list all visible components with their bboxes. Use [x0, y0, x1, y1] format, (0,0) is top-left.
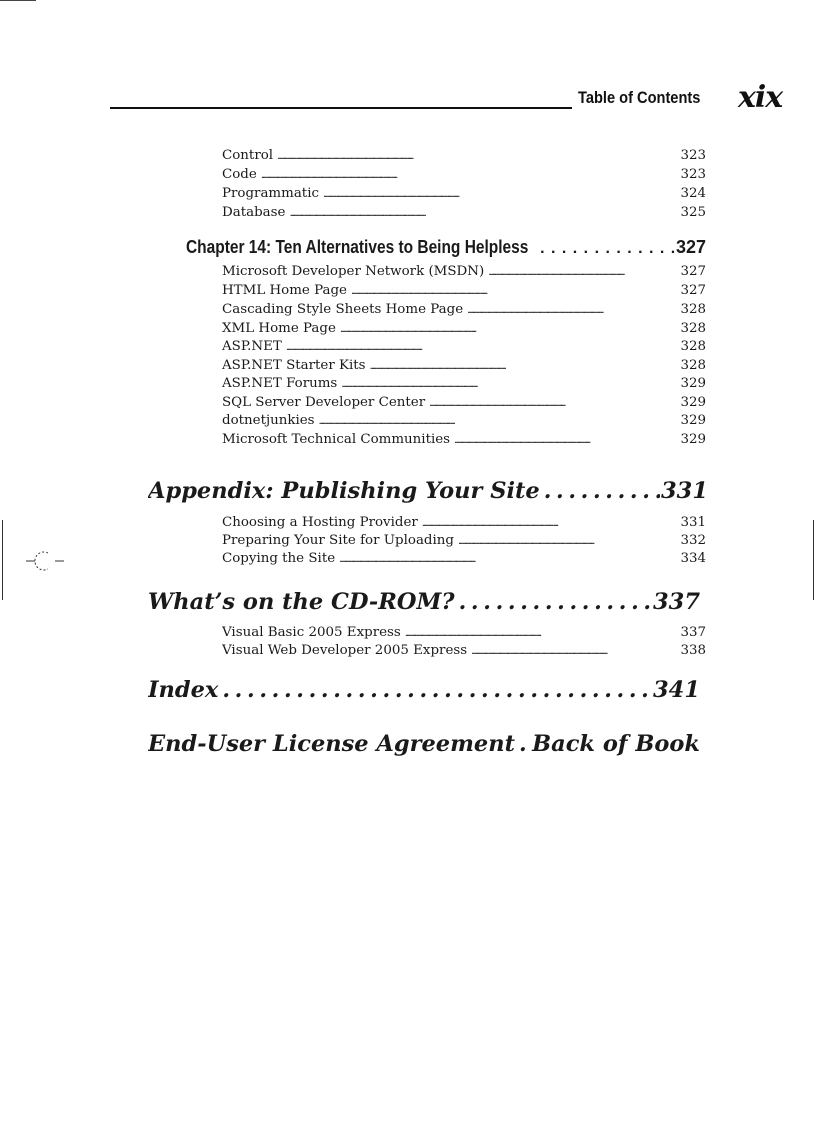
toc-entry-page: 332 — [680, 533, 706, 548]
dot-leader — [488, 264, 679, 279]
toc-entry[interactable] — [222, 395, 706, 414]
toc-entry[interactable] — [222, 302, 706, 321]
toc-entry-page: 325 — [680, 205, 706, 220]
toc-entry-label: Preparing Your Site for Uploading — [222, 533, 454, 548]
dot-leader — [277, 148, 679, 163]
toc-entry-label: Microsoft Developer Network (MSDN) — [222, 264, 485, 279]
chapter-heading[interactable] — [186, 237, 706, 259]
header-rule — [110, 107, 572, 109]
toc-entry-page: 334 — [680, 551, 706, 566]
toc-entry-label: Control — [222, 148, 274, 163]
toc-entry[interactable] — [222, 283, 706, 302]
dot-leader — [422, 515, 680, 530]
toc-entry[interactable] — [222, 339, 706, 358]
toc-entry-label: SQL Server Developer Center — [222, 395, 426, 410]
dot-leader — [319, 413, 680, 428]
toc-entry-page: 328 — [680, 358, 706, 373]
dot-leader — [471, 643, 679, 658]
toc-entry-page: 331 — [680, 515, 706, 530]
toc-entry[interactable] — [222, 148, 706, 167]
part-heading-appendix[interactable] — [148, 478, 708, 512]
toc-entry-page: 323 — [680, 148, 706, 163]
toc-entry-page: 329 — [680, 376, 706, 391]
toc-entry-label: ASP.NET Forums — [222, 376, 338, 391]
dot-leader — [458, 533, 679, 548]
part-heading-cdrom[interactable] — [148, 589, 700, 623]
toc-entry-label: ASP.NET Starter Kits — [222, 358, 366, 373]
toc-entry-page: 327 — [680, 283, 706, 298]
toc-entry[interactable] — [222, 533, 706, 552]
dot-leader — [341, 376, 679, 391]
part-title: What’s on the CD-ROM? — [148, 589, 455, 615]
toc-entry-label: Code — [222, 167, 257, 182]
toc-entry-page: 324 — [680, 186, 706, 201]
crop-mark-right — [813, 520, 814, 600]
toc-entry-page: 328 — [680, 302, 706, 317]
header-title: Table of Contents — [578, 88, 701, 107]
toc-entry-page: 337 — [680, 625, 706, 640]
toc-entry-label: Choosing a Hosting Provider — [222, 515, 418, 530]
dot-leader — [544, 478, 660, 504]
dot-leader — [323, 186, 679, 201]
toc-entry-page: 329 — [680, 432, 706, 447]
toc-entry-label: Microsoft Technical Communities — [222, 432, 451, 447]
dot-leader — [519, 731, 531, 757]
toc-entry-page: 329 — [680, 413, 706, 428]
toc-entry-label: Visual Basic 2005 Express — [222, 625, 401, 640]
toc-entry-label: dotnetjunkies — [222, 413, 315, 428]
toc-entry[interactable] — [222, 643, 706, 662]
part-page: 341 — [653, 677, 700, 703]
part-title: End-User License Agreement — [148, 731, 515, 757]
toc-entry[interactable] — [222, 625, 706, 644]
part-page: Back of Book — [532, 731, 700, 757]
toc-entry-label: Programmatic — [222, 186, 319, 201]
toc-entry[interactable] — [222, 186, 706, 205]
toc-entry[interactable] — [222, 515, 706, 534]
part-title: Appendix: Publishing Your Site — [148, 478, 540, 504]
toc-entry[interactable] — [222, 205, 706, 224]
chapter-page: 327 — [675, 237, 706, 257]
toc-entry-label: ASP.NET — [222, 339, 282, 354]
crop-mark-top — [0, 0, 36, 1]
dot-leader — [429, 395, 679, 410]
dot-leader — [222, 677, 652, 703]
part-heading-eula[interactable] — [148, 731, 700, 765]
toc-entry[interactable] — [222, 413, 706, 432]
registration-mark-icon — [26, 548, 64, 574]
crop-mark-left — [2, 520, 3, 600]
toc-entry-label: Visual Web Developer 2005 Express — [222, 643, 468, 658]
toc-entry-page: 338 — [680, 643, 706, 658]
toc-entry-page: 323 — [680, 167, 706, 182]
dot-leader — [540, 237, 675, 258]
toc-entry-label: HTML Home Page — [222, 283, 347, 298]
dot-leader — [454, 432, 679, 447]
part-title: Index — [148, 677, 219, 703]
dot-leader — [339, 551, 679, 566]
page-folio: xix — [738, 80, 783, 115]
dot-leader — [405, 625, 680, 640]
dot-leader — [370, 358, 680, 373]
part-page: 331 — [661, 478, 708, 504]
dot-leader — [340, 321, 680, 336]
dot-leader — [351, 283, 679, 298]
toc-entry-page: 327 — [680, 264, 706, 279]
toc-entry-page: 328 — [680, 321, 706, 336]
toc-entry[interactable] — [222, 167, 706, 186]
toc-entry[interactable] — [222, 264, 706, 283]
toc-entry[interactable] — [222, 551, 706, 570]
toc-entry-label: Copying the Site — [222, 551, 336, 566]
toc-entry-label: Cascading Style Sheets Home Page — [222, 302, 464, 317]
toc-entry[interactable] — [222, 321, 706, 340]
toc-entry[interactable] — [222, 432, 706, 451]
dot-leader — [467, 302, 679, 317]
toc-entry-page: 329 — [680, 395, 706, 410]
toc-entry-label: XML Home Page — [222, 321, 336, 336]
dot-leader — [261, 167, 680, 182]
dot-leader — [459, 589, 652, 615]
dot-leader — [289, 205, 679, 220]
toc-entry-label: Database — [222, 205, 286, 220]
part-heading-index[interactable] — [148, 677, 700, 711]
toc-entry-page: 328 — [680, 339, 706, 354]
part-page: 337 — [653, 589, 700, 615]
toc-entry[interactable] — [222, 358, 706, 377]
dot-leader — [286, 339, 680, 354]
toc-entry[interactable] — [222, 376, 706, 395]
chapter-title: Chapter 14: Ten Alternatives to Being Helpless — [186, 237, 529, 257]
